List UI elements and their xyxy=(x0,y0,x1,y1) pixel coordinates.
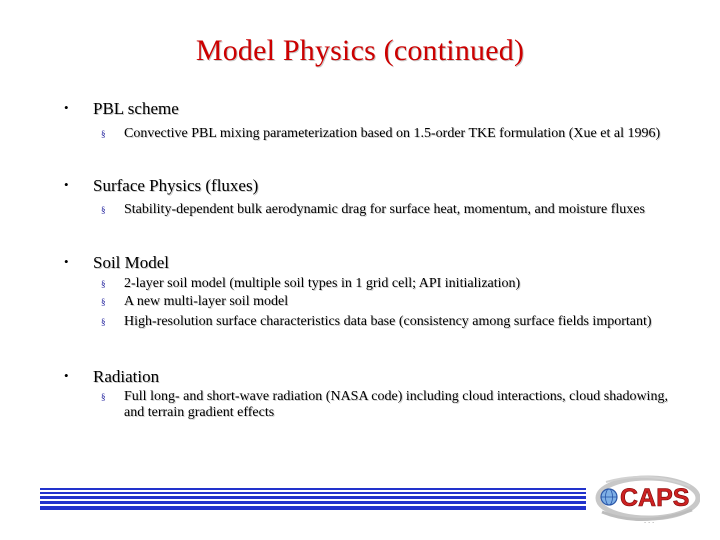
footer-rule xyxy=(40,488,586,510)
footer-rule-line xyxy=(40,492,586,494)
footer-rule-line xyxy=(40,506,586,510)
list-item xyxy=(101,126,691,142)
list-item-text: A new multi-layer soil model xyxy=(124,294,289,309)
list-item-text: Stability-dependent bulk aerodynamic drag for surface heat, momentum, and moisture fluxes xyxy=(124,202,645,217)
footer-rule-line xyxy=(40,501,586,504)
list-item-text: Convective PBL mixing parameterization based on 1.5-order TKE formulation (Xue et al 1996) xyxy=(124,126,661,141)
square-bullet-icon: § xyxy=(101,297,106,307)
square-bullet-icon: § xyxy=(101,279,106,289)
section-heading: Soil Model xyxy=(93,253,170,272)
section-heading-row xyxy=(64,175,258,196)
bullet-marker: • xyxy=(64,254,69,269)
square-bullet-icon: § xyxy=(101,392,106,402)
square-bullet-icon: § xyxy=(101,205,106,215)
footer-rule-line xyxy=(40,488,586,490)
section-heading-row xyxy=(64,252,169,273)
globe-icon xyxy=(601,489,617,505)
list-item xyxy=(101,276,691,292)
list-item xyxy=(101,314,691,330)
bullet-marker: • xyxy=(64,368,69,383)
list-item-text: High-resolution surface characteristics data base (consistency among surface fields important) xyxy=(124,314,652,329)
footer-rule-line xyxy=(40,496,586,499)
logo-text: CAPS xyxy=(620,484,690,512)
section-heading-row xyxy=(64,366,159,387)
slide-title: Model Physics (continued) xyxy=(195,34,525,67)
logo-small-mark: - - - xyxy=(644,519,655,526)
section-heading-row xyxy=(64,98,179,119)
list-item xyxy=(101,294,691,310)
section-heading: Radiation xyxy=(93,367,160,386)
square-bullet-icon: § xyxy=(101,317,106,327)
bullet-marker: • xyxy=(64,177,69,192)
caps-logo xyxy=(592,472,700,528)
section-heading: PBL scheme xyxy=(93,99,179,118)
section-heading: Surface Physics (fluxes) xyxy=(93,176,259,195)
list-item xyxy=(101,202,691,218)
list-item xyxy=(101,389,691,421)
caps-logo-graphic xyxy=(592,472,700,528)
list-item-text: Full long- and short-wave radiation (NASA code) including cloud interactions, cloud shadowing, and terrain gradient effects xyxy=(124,389,668,420)
list-item-text: 2-layer soil model (multiple soil types in 1 grid cell; API initialization) xyxy=(124,276,521,291)
square-bullet-icon: § xyxy=(101,129,106,139)
bullet-marker: • xyxy=(64,100,69,115)
